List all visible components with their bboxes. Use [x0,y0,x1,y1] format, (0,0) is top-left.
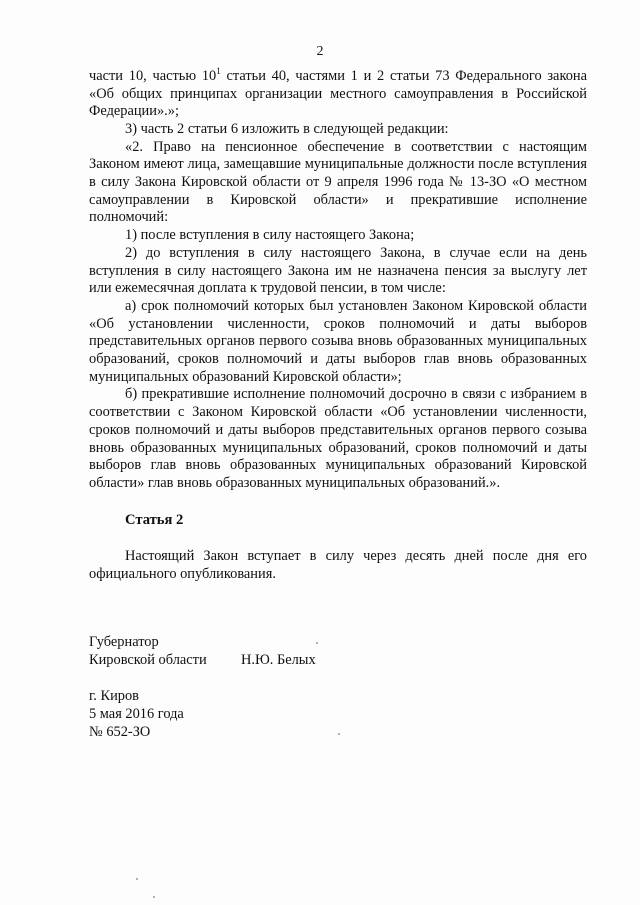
scan-speck [136,878,138,880]
scan-speck [316,642,318,644]
paragraph-text: части 10, частью 10 [89,67,217,84]
article-text: Настоящий Закон вступает в силу через десять дней после дня его официального опубликования. [89,548,587,582]
scan-speck [338,733,340,735]
paragraph-item-3: 3) часть 2 статьи 6 изложить в следующей редакции: [125,120,449,137]
article-heading: Статья 2 [125,512,184,528]
paragraph-continuation [89,63,587,121]
document-body [89,63,587,493]
city: г. Киров [89,688,139,704]
signature-title-line1: Губернатор [89,634,159,650]
place-date-block [89,687,184,741]
signature-name: Н.Ю. Белых [241,652,316,668]
paragraph-text: статьи 40, частями 1 и 2 статьи 73 Федерального закона «Об общих принципах организации местного самоуправления в Российской Федерации».»; [89,67,587,120]
signature-title [89,633,207,669]
law-number: № 652-ЗО [89,724,151,740]
paragraph-subitem-a: а) срок полномочий которых был установлен Законом Кировской области «Об установлении численности, сроков полномочий и даты выборов представительных органов первого созыва вновь образованных муниципальных образований, сроков полномочий и даты выборов глав вновь образованных муниципальных образований Кировской области»; [89,297,587,385]
paragraph-subitem-1: 1) после вступления в силу настоящего Закона; [125,227,415,244]
scan-speck [153,896,155,898]
signature-title-line2: Кировской области [89,652,207,668]
paragraph-subitem-b: б) прекратившие исполнение полномочий досрочно в связи с избранием в соответствии с Законом Кировской области «Об установлении численности, сроков полномочий и даты выборов представительных органов первого созыва вновь образованных муниципальных образований, сроков полномочий и даты выборов глав вновь образованных муниципальных образований Кировской области» глав вновь образованных муниципальных образований.». [89,386,587,491]
paragraph-right-to-pension: «2. Право на пенсионное обеспечение в соответствии с настоящим Законом имеют лица, замещавшие муниципальные должности после вступления в силу Закона Кировской области от 9 апреля 1996 года № 13-ЗО «О местном самоуправлении в Кировской области» и прекратившие исполнение полномочий: [89,138,587,226]
page-number: 2 [316,44,324,59]
paragraph-subitem-2: 2) до вступления в силу настоящего Закона, в случае если на день вступления в силу настоящего Закона им не назначена пенсия за выслугу лет или ежемесячная доплата к трудовой пенсии, в том числе: [89,244,587,297]
superscript: 1 [216,66,221,76]
date: 5 мая 2016 года [89,706,184,722]
